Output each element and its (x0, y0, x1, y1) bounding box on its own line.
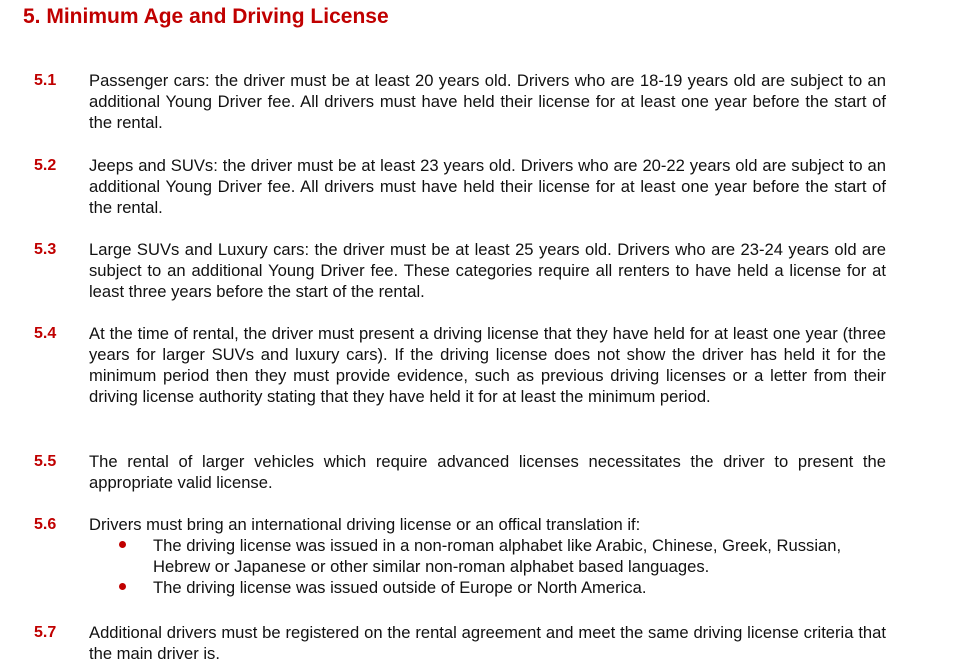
clause-5-7 (34, 622, 888, 664)
clause-number: 5.7 (34, 624, 57, 641)
clause-text: Jeeps and SUVs: the driver must be at least 23 years old. Drivers who are 20-22 years old are subject to an additional Young Driver fee. All drivers must have held their license for at least one year before the start of the rental. (89, 156, 886, 217)
clause-text: Additional drivers must be registered on the rental agreement and meet the same driving license criteria that the main driver is. (89, 623, 886, 663)
bullet-item (89, 535, 888, 577)
clause-text: Drivers must bring an international driving license or an offical translation if: (89, 515, 641, 534)
bullet-list (89, 535, 888, 598)
clause-number: 5.2 (34, 157, 57, 174)
section-title: 5. Minimum Age and Driving License (23, 5, 389, 28)
bullet-item (89, 577, 888, 598)
clause-5-5 (34, 451, 888, 493)
clause-number: 5.1 (34, 72, 57, 89)
clause-text: At the time of rental, the driver must present a driving license that they have held for at least one year (three years for larger SUVs and luxury cars). If the driving license does not show the driver has held it for the minimum period then they must provide evidence, such as previous driving licenses or a letter from their driving license authority stating that they have held it for at least the minimum period. (89, 324, 886, 406)
clause-number: 5.3 (34, 241, 57, 258)
clause-5-1 (34, 70, 888, 133)
clause-number: 5.5 (34, 453, 57, 470)
bullet-icon (119, 541, 126, 548)
clause-5-3 (34, 239, 888, 302)
clause-text: The rental of larger vehicles which require advanced licenses necessitates the driver to present the appropriate valid license. (89, 452, 886, 492)
clause-text: Passenger cars: the driver must be at least 20 years old. Drivers who are 18-19 years old are subject to an additional Young Driver fee. All drivers must have held their license for at least one year before the start of the rental. (89, 71, 886, 132)
clause-text: Large SUVs and Luxury cars: the driver must be at least 25 years old. Drivers who are 23-24 years old are subject to an additional Young Driver fee. These categories require all renters to have held a license for at least three years before the start of the rental. (89, 240, 886, 301)
clause-number: 5.4 (34, 325, 57, 342)
clause-number: 5.6 (34, 516, 57, 533)
clause-5-6 (34, 514, 888, 598)
bullet-text: The driving license was issued outside of Europe or North America. (153, 578, 647, 597)
clause-5-4 (34, 323, 888, 407)
clause-5-2 (34, 155, 888, 218)
bullet-icon (119, 583, 126, 590)
bullet-text: The driving license was issued in a non-roman alphabet like Arabic, Chinese, Greek, Russian, Hebrew or Japanese or other similar non-roman alphabet based languages. (153, 536, 842, 576)
